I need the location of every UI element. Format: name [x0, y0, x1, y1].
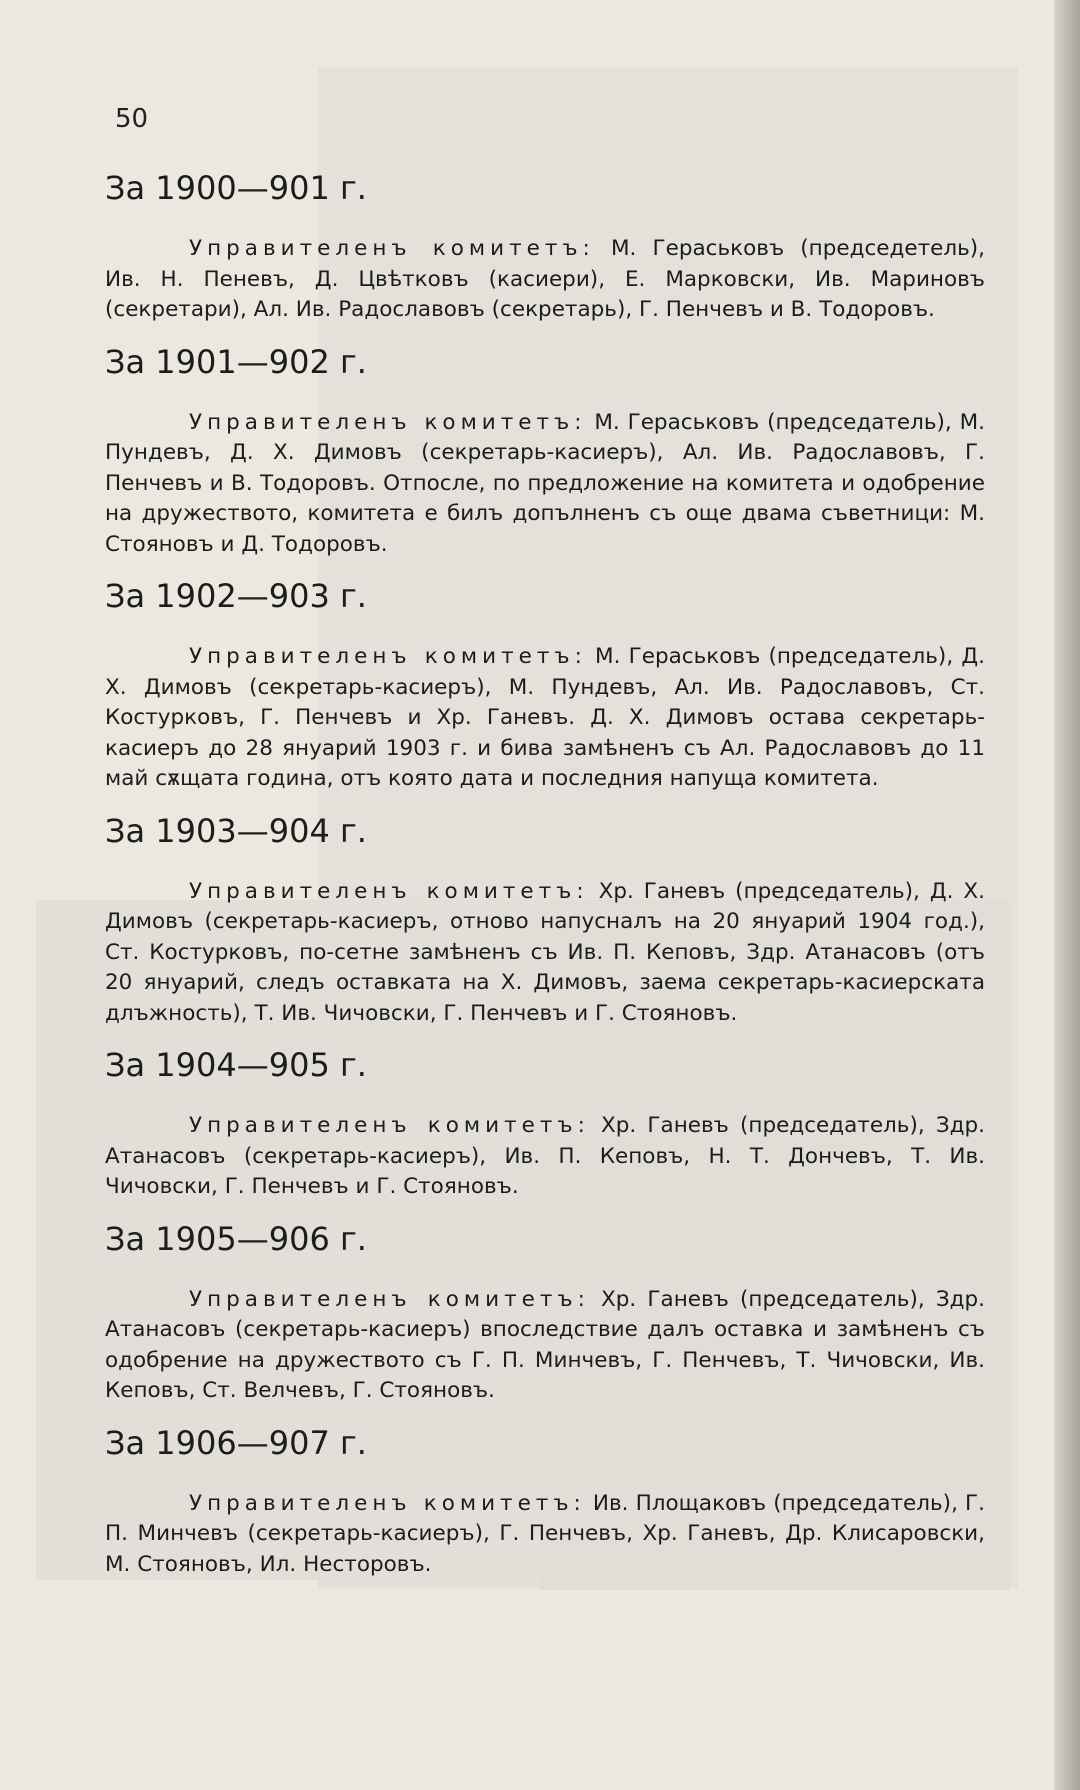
section-1904 [105, 1045, 985, 1203]
page-number: 50 [115, 104, 149, 134]
section-heading: За 1903—904 г. [105, 811, 367, 850]
sections-list [105, 168, 985, 1596]
section-text: Хр. Ганевъ (председатель), Здр. Атанасовъ (секретарь-касиеръ), Ив. П. Кеповъ, Н. Т. Дончевъ, Т. Ив. Чичовски, Г. Пенчевъ и Г. Стояновъ. [105, 1113, 985, 1199]
section-text: Хр. Ганевъ (председатель), Здр. Атанасовъ (секретарь-касиеръ) впоследствие далъ оставка и замѣненъ съ одобрение на дружеството съ Г. П. Минчевъ, Г. Пенчевъ, Т. Чичовски, Ив. Кеповъ, Ст. Велчевъ, Г. Стояновъ. [105, 1286, 985, 1403]
section-paragraph [105, 1111, 985, 1203]
committee-label: Управителенъ комитетъ: [189, 409, 587, 435]
section-text: М. Гераськовъ (председатель), М. Пундевъ, Д. Х. Димовъ (секретарь-касиеръ), Ал. Ив. Радославовъ, Г. Пенчевъ и В. Тодоровъ. Отпосле, по предложение на комитета и одобрение на дружеството, комитета е билъ допълненъ съ още двама съветници: М. Стояновъ и Д. Тодоровъ. [105, 409, 985, 557]
section-1906 [105, 1423, 985, 1581]
section-paragraph [105, 408, 985, 561]
committee-label: Управителенъ комитетъ: [189, 1113, 590, 1138]
committee-label: Управителенъ комитетъ: [189, 644, 587, 669]
section-1903 [105, 811, 985, 1030]
section-paragraph [105, 234, 985, 326]
section-paragraph [105, 642, 985, 795]
section-heading: За 1901—902 г. [105, 342, 367, 381]
section-heading: За 1902—903 г. [105, 577, 367, 615]
section-1900 [105, 168, 985, 326]
section-heading: За 1906—907 г. [105, 1423, 367, 1462]
section-text: М. Гераськовъ (председатель), Д. Х. Димовъ (секретарь-касиеръ), М. Пундевъ, Ал. Ив. Радославовъ, Ст. Костурковъ, Г. Пенчевъ и Хр. Ганевъ. Д. Х. Димовъ остава секретарь-касиеръ до 28 януарий 1903 г. и бива замѣненъ съ Ал. Радославовъ до 11 май сѫщата година, отъ която дата и последния напуща комитета. [105, 644, 985, 791]
section-text: Хр. Ганевъ (председатель), Д. Х. Димовъ (секретарь-касиеръ, отново напусналъ на 20 януарий 1904 год.), Ст. Костурковъ, по-сетне замѣненъ съ Ив. П. Кеповъ, Здр. Атанасовъ (отъ 20 януарий, следъ оставката на Х. Димовъ, заема секретарь-касиерската длъжность), Т. Ив. Чичовски, Г. Пенчевъ и Г. Стояновъ. [105, 878, 985, 1026]
section-1902 [105, 576, 985, 795]
committee-label: Управителенъ комитетъ: [189, 878, 589, 904]
section-paragraph [105, 1489, 985, 1581]
section-heading: За 1900—901 г. [105, 169, 367, 207]
committee-label: Управителенъ комитетъ: [189, 1286, 590, 1312]
section-paragraph [105, 1285, 985, 1407]
section-text: М. Гераськовъ (председетель), Ив. Н. Пеневъ, Д. Цвѣтковъ (касиери), Е. Марковски, Ив. Мариновъ (секретари), Ал. Ив. Радославовъ (секретарь), Г. Пенчевъ и В. Тодоровъ. [105, 236, 985, 322]
section-heading: За 1905—906 г. [105, 1219, 367, 1258]
section-1905 [105, 1219, 985, 1407]
section-text: Ив. Площаковъ (председатель), Г. П. Минчевъ (секретарь-касиеръ), Г. Пенчевъ, Хр. Ганевъ, Др. Клисаровски, М. Стояновъ, Ил. Несторовъ. [105, 1490, 985, 1577]
section-heading: За 1904—905 г. [105, 1046, 367, 1084]
section-paragraph [105, 877, 985, 1030]
committee-label: Управителенъ комитетъ: [189, 1490, 586, 1516]
committee-label: Управителенъ комитетъ: [189, 236, 595, 261]
section-1901 [105, 342, 985, 561]
